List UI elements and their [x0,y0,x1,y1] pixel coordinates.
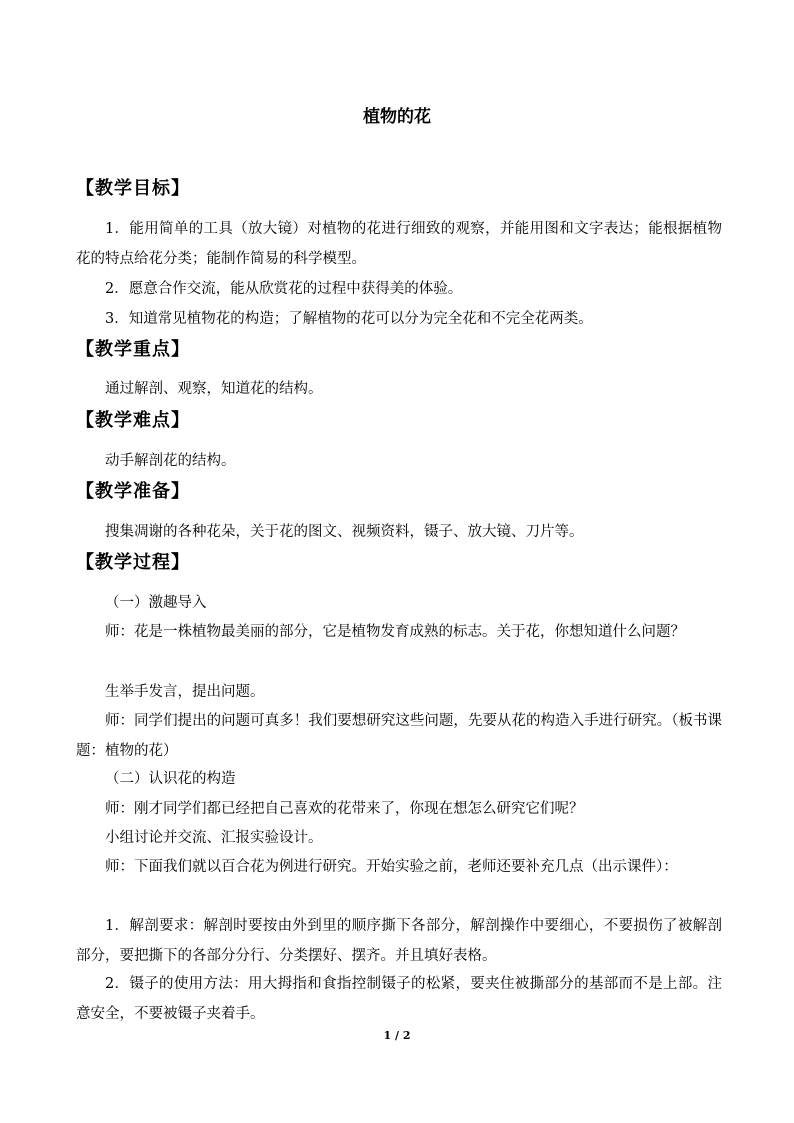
process-paragraph-5: （二）认识花的构造 [105,771,236,787]
goal-item-2: 2．愿意合作交流，能从欣赏花的过程中获得美的体验。 [105,281,463,297]
process-paragraph-4: 师：同学们提出的问题可真多！我们要想研究这些问题，先要从花的构造入手进行研究。（板书课题：植物的花） [76,713,722,759]
section-heading-preparation: 【教学准备】 [76,481,190,502]
page-number: 1 / 2 [383,1029,411,1042]
section-heading-key-points: 【教学重点】 [76,339,190,360]
process-paragraph-1: （一）激趣导入 [105,595,207,611]
process-paragraph-10: 2．镊子的使用方法：用大拇指和食指控制镊子的松紧，要夹住被撕部分的基部而不是上部。注意安全，不要被镊子夹着手。 [76,976,722,1022]
process-paragraph-9: 1．解剖要求：解剖时要按由外到里的顺序撕下各部分，解剖操作中要细心，不要损伤了被解剖部分，要把撕下的各部分分行、分类摆好、摆齐。并且填好表格。 [76,918,722,964]
key-points-text: 通过解剖、观察，知道花的结构。 [105,381,323,397]
goal-item-1: 1．能用简单的工具（放大镜）对植物的花进行细致的观察，并能用图和文字表达；能根据植物花的特点给花分类；能制作简易的科学模型。 [76,221,722,267]
difficulties-text: 动手解剖花的结构。 [105,453,236,469]
preparation-text: 搜集凋谢的各种花朵，关于花的图文、视频资料，镊子、放大镜、刀片等。 [105,524,584,540]
document-title: 植物的花 [363,107,431,127]
section-heading-difficulties: 【教学难点】 [76,410,190,431]
process-paragraph-3: 生举手发言，提出问题。 [105,684,265,700]
process-paragraph-2: 师：花是一株植物最美丽的部分，它是植物发育成熟的标志。关于花，你想知道什么问题？ [105,624,685,640]
process-paragraph-7: 小组讨论并交流、汇报实验设计。 [105,830,323,846]
section-heading-process: 【教学过程】 [76,552,190,573]
goal-item-3: 3．知道常见植物花的构造；了解植物的花可以分为完全花和不完全花两类。 [105,311,593,327]
process-paragraph-8: 师：下面我们就以百合花为例进行研究。开始实验之前，老师还要补充几点（出示课件）： [105,859,678,875]
process-paragraph-6: 师：刚才同学们都已经把自己喜欢的花带来了，你现在想怎么研究它们呢？ [105,801,584,817]
section-heading-goals: 【教学目标】 [76,178,190,199]
